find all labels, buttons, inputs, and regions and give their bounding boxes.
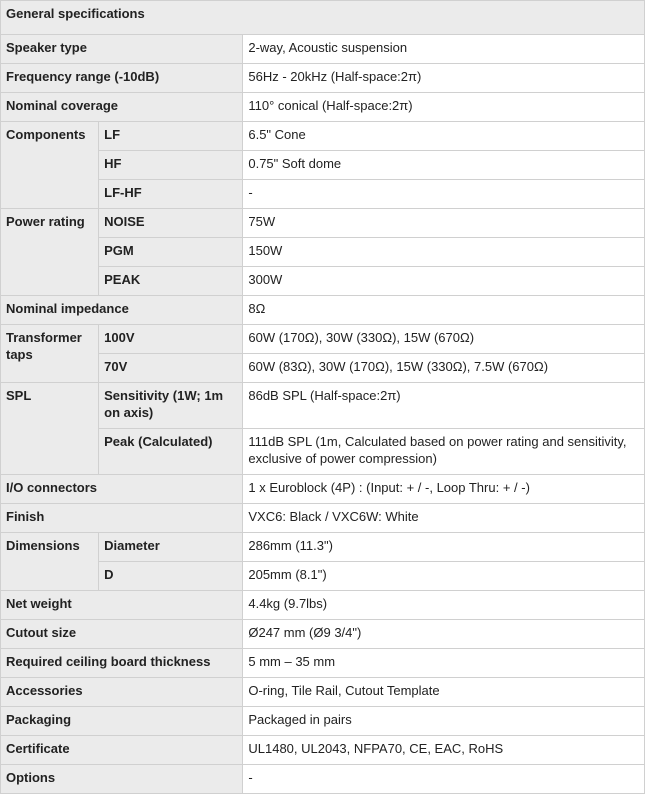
sub-label: 100V <box>99 325 243 354</box>
row-value: UL1480, UL2043, NFPA70, CE, EAC, RoHS <box>243 736 645 765</box>
row-label: Nominal impedance <box>1 296 243 325</box>
table-row <box>1 620 645 649</box>
row-value: - <box>243 180 645 209</box>
row-value: 205mm (8.1") <box>243 562 645 591</box>
table-row <box>1 209 645 238</box>
row-value: 5 mm – 35 mm <box>243 649 645 678</box>
row-label: Certificate <box>1 736 243 765</box>
table-row <box>1 533 645 562</box>
row-value: 110° conical (Half-space:2π) <box>243 93 645 122</box>
row-label: Packaging <box>1 707 243 736</box>
row-value: 1 x Euroblock (4P) : (Input: + / -, Loop Thru: + / -) <box>243 475 645 504</box>
table-row <box>1 64 645 93</box>
group-label: Dimensions <box>1 533 99 591</box>
group-label: SPL <box>1 383 99 475</box>
row-value: 286mm (11.3") <box>243 533 645 562</box>
row-value: 300W <box>243 267 645 296</box>
table-row <box>1 649 645 678</box>
sub-label: HF <box>99 151 243 180</box>
row-value: 60W (170Ω), 30W (330Ω), 15W (670Ω) <box>243 325 645 354</box>
table-row <box>1 122 645 151</box>
row-value: 150W <box>243 238 645 267</box>
row-value: O-ring, Tile Rail, Cutout Template <box>243 678 645 707</box>
row-label: I/O connectors <box>1 475 243 504</box>
sub-label: PGM <box>99 238 243 267</box>
table-row <box>1 765 645 794</box>
sub-label: D <box>99 562 243 591</box>
row-label: Options <box>1 765 243 794</box>
table-row <box>1 93 645 122</box>
row-value: 86dB SPL (Half-space:2π) <box>243 383 645 429</box>
table-row <box>1 296 645 325</box>
table-row <box>1 475 645 504</box>
row-value: Packaged in pairs <box>243 707 645 736</box>
sub-label: Sensitivity (1W; 1m on axis) <box>99 383 243 429</box>
table-row <box>1 736 645 765</box>
group-label: Transformer taps <box>1 325 99 383</box>
group-label: Components <box>1 122 99 209</box>
row-value: 56Hz - 20kHz (Half-space:2π) <box>243 64 645 93</box>
table-row <box>1 707 645 736</box>
sub-label: LF <box>99 122 243 151</box>
row-label: Nominal coverage <box>1 93 243 122</box>
row-label: Finish <box>1 504 243 533</box>
row-value: VXC6: Black / VXC6W: White <box>243 504 645 533</box>
row-value: Ø247 mm (Ø9 3/4") <box>243 620 645 649</box>
table-row <box>1 678 645 707</box>
sub-label: 70V <box>99 354 243 383</box>
table-row <box>1 325 645 354</box>
row-label: Accessories <box>1 678 243 707</box>
table-row <box>1 383 645 429</box>
table-row <box>1 591 645 620</box>
row-value: 60W (83Ω), 30W (170Ω), 15W (330Ω), 7.5W (670Ω) <box>243 354 645 383</box>
row-label: Frequency range (-10dB) <box>1 64 243 93</box>
row-value: 2-way, Acoustic suspension <box>243 35 645 64</box>
section-title: General specifications <box>1 1 645 35</box>
row-value: 4.4kg (9.7lbs) <box>243 591 645 620</box>
row-label: Required ceiling board thickness <box>1 649 243 678</box>
sub-label: LF-HF <box>99 180 243 209</box>
row-value: 6.5" Cone <box>243 122 645 151</box>
row-value: 111dB SPL (1m, Calculated based on power rating and sensitivity, exclusive of power compression) <box>243 429 645 475</box>
row-label: Speaker type <box>1 35 243 64</box>
table-row <box>1 35 645 64</box>
sub-label: Peak (Calculated) <box>99 429 243 475</box>
sub-label: PEAK <box>99 267 243 296</box>
row-value: 0.75" Soft dome <box>243 151 645 180</box>
row-value: 8Ω <box>243 296 645 325</box>
group-label: Power rating <box>1 209 99 296</box>
row-label: Cutout size <box>1 620 243 649</box>
row-label: Net weight <box>1 591 243 620</box>
sub-label: NOISE <box>99 209 243 238</box>
row-value: 75W <box>243 209 645 238</box>
table-row <box>1 504 645 533</box>
row-value: - <box>243 765 645 794</box>
sub-label: Diameter <box>99 533 243 562</box>
section-header-row <box>1 1 645 35</box>
